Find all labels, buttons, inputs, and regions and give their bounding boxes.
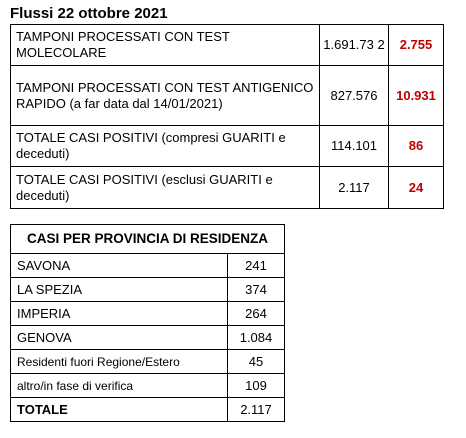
table-row	[11, 66, 444, 126]
province-table	[10, 224, 285, 422]
row-value: 2.117	[320, 167, 389, 209]
row-value: 114.101	[320, 126, 389, 167]
province-name: GENOVA	[11, 326, 228, 350]
province-value: 109	[228, 374, 285, 398]
province-value: 374	[228, 278, 285, 302]
province-value: 264	[228, 302, 285, 326]
table-row	[11, 278, 285, 302]
total-value: 2.117	[228, 398, 285, 422]
page-title: Flussi 22 ottobre 2021	[10, 5, 168, 22]
province-header: CASI PER PROVINCIA DI RESIDENZA	[11, 225, 285, 254]
table-row	[11, 254, 285, 278]
row-delta: 86	[389, 126, 444, 167]
province-name: Residenti fuori Regione/Estero	[11, 350, 228, 374]
province-value: 1.084	[228, 326, 285, 350]
table-row	[11, 374, 285, 398]
row-delta: 24	[389, 167, 444, 209]
row-label: TAMPONI PROCESSATI CON TEST ANTIGENICO RAPIDO (a far data dal 14/01/2021)	[11, 66, 320, 126]
row-delta: 10.931	[389, 66, 444, 126]
row-label: TAMPONI PROCESSATI CON TEST MOLECOLARE	[11, 25, 320, 66]
province-value: 241	[228, 254, 285, 278]
row-label: TOTALE CASI POSITIVI (esclusi GUARITI e deceduti)	[11, 167, 320, 209]
row-label: TOTALE CASI POSITIVI (compresi GUARITI e deceduti)	[11, 126, 320, 167]
total-row	[11, 398, 285, 422]
province-value: 45	[228, 350, 285, 374]
province-name: altro/in fase di verifica	[11, 374, 228, 398]
table-row	[11, 167, 444, 209]
province-name: IMPERIA	[11, 302, 228, 326]
table-row	[11, 126, 444, 167]
row-delta: 2.755	[389, 25, 444, 66]
table-header-row	[11, 225, 285, 254]
row-value: 1.691.73 2	[320, 25, 389, 66]
total-label: TOTALE	[11, 398, 228, 422]
table-row	[11, 302, 285, 326]
province-name: LA SPEZIA	[11, 278, 228, 302]
table-row	[11, 25, 444, 66]
flussi-table	[10, 24, 444, 209]
table-row	[11, 350, 285, 374]
row-value: 827.576	[320, 66, 389, 126]
province-name: SAVONA	[11, 254, 228, 278]
table-row	[11, 326, 285, 350]
